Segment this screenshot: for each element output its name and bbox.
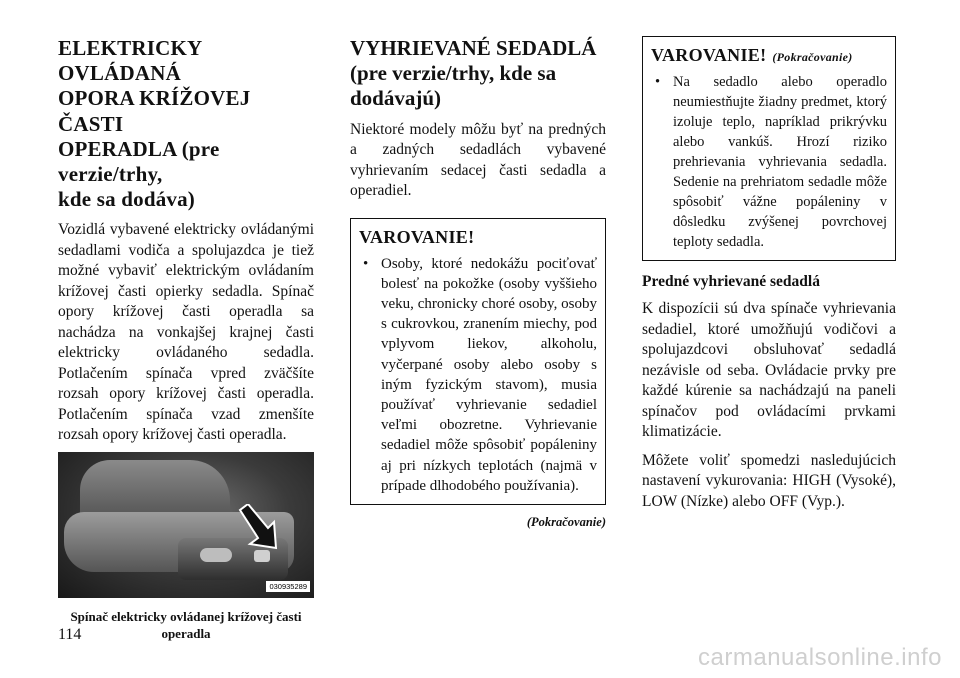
left-column: [58, 36, 314, 642]
section-title-lumbar: [58, 36, 314, 212]
arrow-down-icon: [236, 504, 278, 550]
lumbar-switch: [254, 550, 270, 562]
continuation-note: (Pokračovanie): [526, 515, 606, 529]
title-line: ELEKTRICKY OVLÁDANÁ: [58, 36, 202, 86]
title-line: kde sa dodáva): [58, 187, 196, 212]
warning-title-continued: (Pokračovanie): [772, 50, 853, 64]
caption-line: Spínač elektricky ovládanej krížovej časti: [70, 608, 302, 624]
warning-text: Na sedadlo alebo operadlo neumiestňujte žiadny predmet, ktorý izoluje teplo, napríklad prikrývku alebo vankúš. Hrozí riziko prehrievania vyhrievania sedadla. Sedenie na prehriatom sedadle môže spôsobiť vážne popáleniny v dôsledku zvýšenej povrchovej teploty sedadla.: [673, 74, 887, 250]
warning-title-text: VAROVANIE!: [651, 45, 767, 65]
paragraph: Môžete voliť spomedzi nasledujúcich nastavení vykurovania: HIGH (Vysoké), LOW (Nízke) alebo OFF (Vyp.).: [642, 451, 896, 510]
title-line: OPORA KRÍŽOVEJ ČASTI: [58, 86, 251, 136]
warning-item: [651, 72, 887, 252]
warning-title: [651, 45, 887, 66]
section-title-heated-seats: [350, 36, 606, 112]
heated-seats-paragraph: Niektoré modely môžu byť na predných a zadných sedadlách vybavené vyhrievaním sedacej časti sedadla a operadiel.: [350, 120, 606, 200]
warning-list: [359, 254, 597, 496]
figure-caption: [58, 608, 314, 642]
lumbar-paragraph: Vozidlá vybavené elektricky ovládanými sedadlami vodiča a spolujazdca je tiež možné vybaviť elektrickým ovládaním krížovej časti opierky sedadla. Spínač opory krížovej časti operadla sa nachádza na vonkajšej krajnej časti elektricky ovládaného sedadla. Potlačením spínača vpred zväčšíte rozsah opory krížovej časti operadla. Potlačením spínača vzad zmenšíte rozsah opory krížovej časti operadla.: [58, 221, 314, 444]
title-line: VYHRIEVANÉ SEDADLÁ: [350, 36, 597, 60]
warning-list: [651, 72, 887, 252]
paragraph: K dispozícii sú dva spínače vyhrievania sedadiel, ktoré umožňujú vodičovi a spolujazdcovi obsluhovať sedadlá nezávisle od seba. Ovládacie prvky pre každé kúrenie sa nachádzajú na paneli spínačov pod ovládacími prvkami klimatizácie.: [642, 300, 896, 440]
middle-column: [350, 36, 606, 530]
warning-box-continued: [642, 36, 896, 261]
subheading-front-heated-seats: Predné vyhrievané sedadlá: [642, 273, 820, 290]
title-line: OPERADLA (pre verzie/trhy,: [58, 136, 220, 186]
title-line: dodávajú): [350, 86, 442, 111]
bullet: •: [655, 74, 661, 90]
warning-title: VAROVANIE!: [359, 226, 475, 247]
page-number: 114: [58, 626, 82, 643]
bullet: •: [363, 255, 369, 272]
warning-text: Osoby, ktoré nedokážu pociťovať bolesť na pokožke (osoby vyššieho veku, chronicky choré osoby, osoby s cukrovkou, zranením miechy, pod vplyvom liekov, alkoholu, vyčerpané osoby alebo osoby s iným fyzickým stavom), musia používať vyhrievanie sedadiel veľmi obozretne. Vyhrievanie sedadiel môže spôsobiť popáleniny aj pri nízkych teplotách (najmä v prípade dlhodobého používania).: [381, 255, 597, 494]
figure-code: 030935289: [266, 581, 310, 592]
seat-adjust-switch: [200, 548, 232, 562]
title-line: (pre verzie/trhy, kde sa: [350, 61, 557, 86]
caption-line: operadla: [161, 625, 211, 641]
warning-item: [359, 254, 597, 496]
warning-box: [350, 218, 606, 505]
seat-switch-photo: [58, 452, 314, 598]
watermark: carmanualsonline.info: [698, 644, 942, 671]
right-column: [642, 36, 896, 512]
